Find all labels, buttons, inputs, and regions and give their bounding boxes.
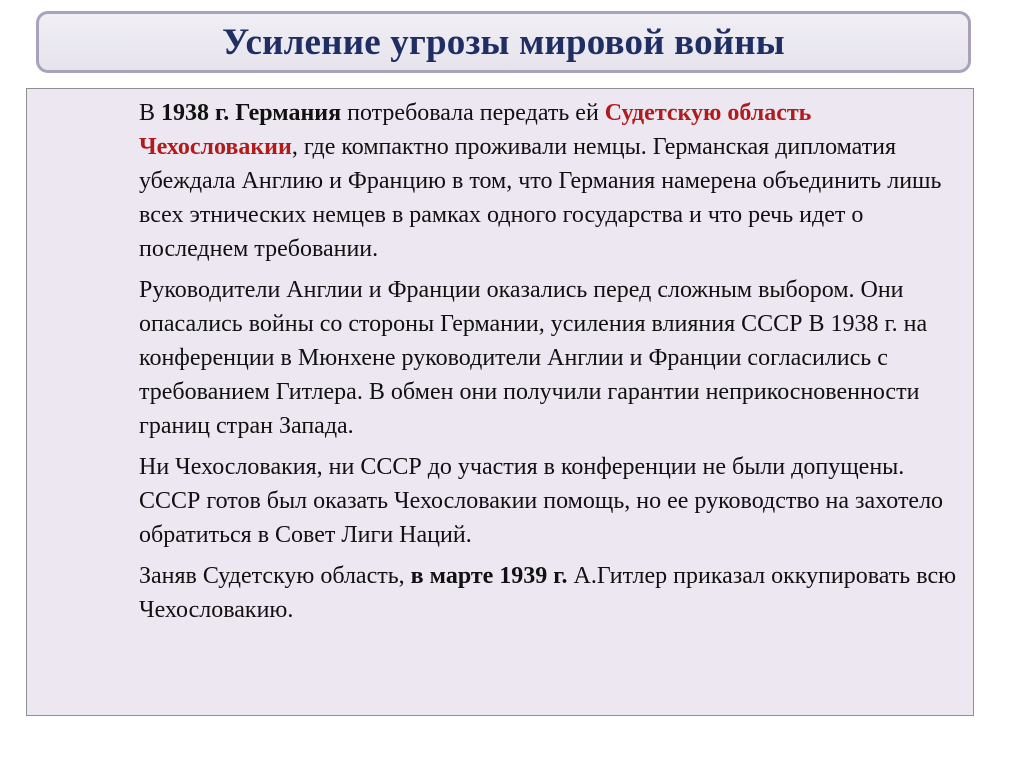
p1-bold-date-country: 1938 г. Германия xyxy=(161,100,342,126)
p4-bold-date: в марте 1939 г. xyxy=(410,563,568,589)
p4-text-1: Заняв Судетскую область, xyxy=(139,563,411,589)
title-box xyxy=(36,11,971,73)
p1-highlight-sudetenland: Судетскую область Чехословакии xyxy=(139,100,812,160)
p1-text-1: В xyxy=(139,100,162,126)
paragraph-3: Ни Чехословакия, ни СССР до участия в конференции не были допущены. СССР готов был оказать Чехословакии помощь, но ее руководство на захотело обратиться в Совет Лиги Наций. xyxy=(139,454,944,548)
content-box xyxy=(26,88,974,716)
paragraph-1 xyxy=(139,96,959,266)
slide-body xyxy=(139,96,959,634)
paragraph-2: Руководители Англии и Франции оказались перед сложным выбором. Они опасались войны со стороны Германии, усиления влияния СССР В 1938 г. на конференции в Мюнхене руководители Англии и Франции согласились с требованием Гитлера. В обмен они получили гарантии неприкосновенности границ стран Запада. xyxy=(139,277,928,439)
paragraph-4 xyxy=(139,559,959,627)
p1-text-2: потребовала передать ей xyxy=(341,100,605,126)
p4-text-2: А.Гитлер приказал оккупировать всю Чехословакию. xyxy=(139,563,957,623)
slide-title: Усиление угрозы мировой войны xyxy=(222,21,785,63)
p1-text-3: , где компактно проживали немцы. Германская дипломатия убеждала Англию и Францию в том, что Германия намерена объединить лишь всех этнических немцев в рамках одного государства и что речь идет о последнем требовании. xyxy=(139,134,942,262)
